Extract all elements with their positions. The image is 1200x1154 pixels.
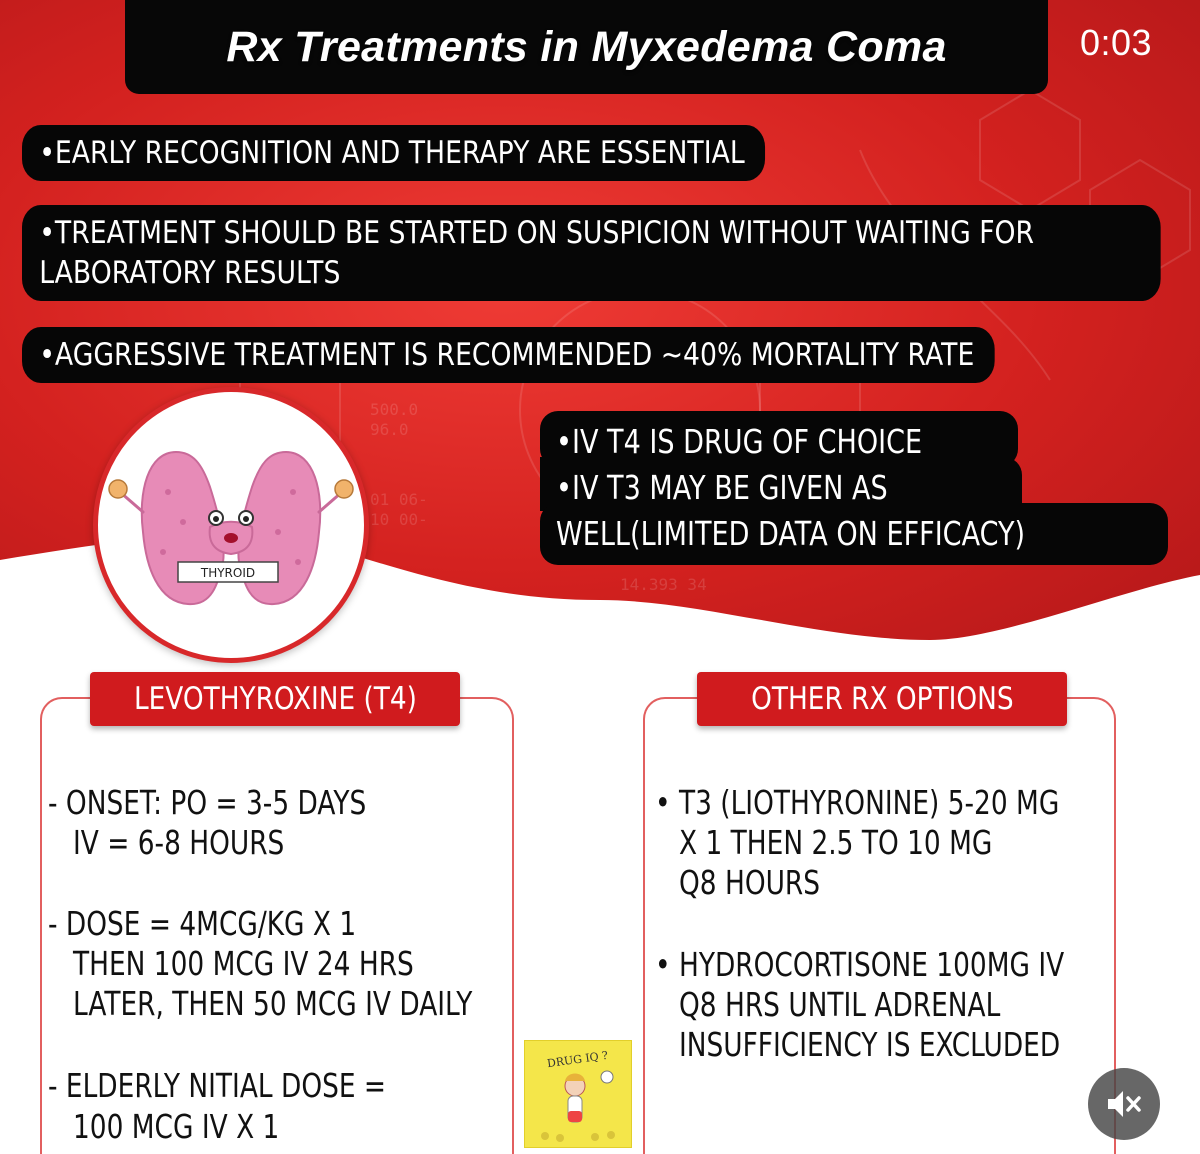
bullet-aggressive-treatment: •AGGRESSIVE TREATMENT IS RECOMMENDED ~40% MORTALITY RATE: [22, 327, 995, 383]
logo-text: DRUG IQ ?: [546, 1048, 609, 1071]
thyroid-illustration-icon: [98, 392, 364, 658]
onset-line-1: - ONSET: PO = 3-5 DAYS: [48, 783, 367, 822]
onset-line-2: IV = 6-8 HOURS: [73, 823, 285, 862]
svg-text:10 00-: 10 00-: [370, 510, 428, 529]
hydrocortisone-line-2: Q8 HRS UNTIL ADRENAL: [679, 985, 1001, 1024]
hydrocortisone-line-1: • HYDROCORTISONE 100MG IV: [655, 945, 1065, 984]
levothyroxine-header: [90, 672, 460, 726]
bullet-early-recognition: •EARLY RECOGNITION AND THERAPY ARE ESSENTIAL: [22, 125, 765, 181]
drug-choice-block: [540, 411, 1168, 567]
svg-text:14.393 34: 14.393 34: [620, 575, 707, 594]
thyroid-label: THYROID: [200, 566, 256, 580]
svg-text:96.0: 96.0: [370, 420, 409, 439]
drug-choice-line-3: WELL(LIMITED DATA ON EFFICACY): [556, 514, 1026, 553]
elderly-line-2: 100 MCG IV X 1: [73, 1107, 280, 1146]
svg-text:01 06-: 01 06-: [370, 490, 428, 509]
logo-mascot-icon: [541, 1071, 615, 1142]
dose-line-2: THEN 100 MCG IV 24 HRS: [73, 944, 414, 983]
hydrocortisone-line-3: INSUFFICIENCY IS EXCLUDED: [679, 1025, 1061, 1064]
dose-line-3: LATER, THEN 50 MCG IV DAILY: [73, 984, 473, 1023]
bullet-start-on-suspicion: •TREATMENT SHOULD BE STARTED ON SUSPICION WITHOUT WAITING FOR LABORATORY RESULTS: [22, 205, 1161, 301]
drug-iq-logo: [524, 1040, 632, 1148]
t3-line-1: • T3 (LIOTHYRONINE) 5-20 MG: [655, 783, 1060, 822]
t3-line-2: X 1 THEN 2.5 TO 10 MG: [679, 823, 993, 862]
other-rx-header-label: OTHER RX OPTIONS: [750, 681, 1014, 717]
title-banner: [125, 0, 1048, 94]
drug-choice-line-2: •IV T3 MAY BE GIVEN AS: [556, 468, 888, 507]
thyroid-mascot: [93, 387, 369, 663]
dose-line-1: - DOSE = 4MCG/KG X 1: [48, 904, 357, 943]
levothyroxine-header-label: LEVOTHYROXINE (T4): [133, 681, 417, 717]
other-rx-panel: [643, 697, 1116, 1154]
other-rx-header: [697, 672, 1067, 726]
page-title: Rx Treatments in Myxedema Coma: [226, 22, 947, 71]
video-timer: 0:03: [1080, 22, 1153, 63]
elderly-line-1: - ELDERLY NITIAL DOSE =: [48, 1066, 387, 1105]
t3-line-3: Q8 HOURS: [679, 863, 821, 902]
svg-text:500.0: 500.0: [370, 400, 419, 419]
drug-choice-line-1: •IV T4 IS DRUG OF CHOICE: [556, 422, 923, 461]
speaker-muted-icon: [1105, 1088, 1143, 1120]
mute-button[interactable]: [1088, 1068, 1160, 1140]
